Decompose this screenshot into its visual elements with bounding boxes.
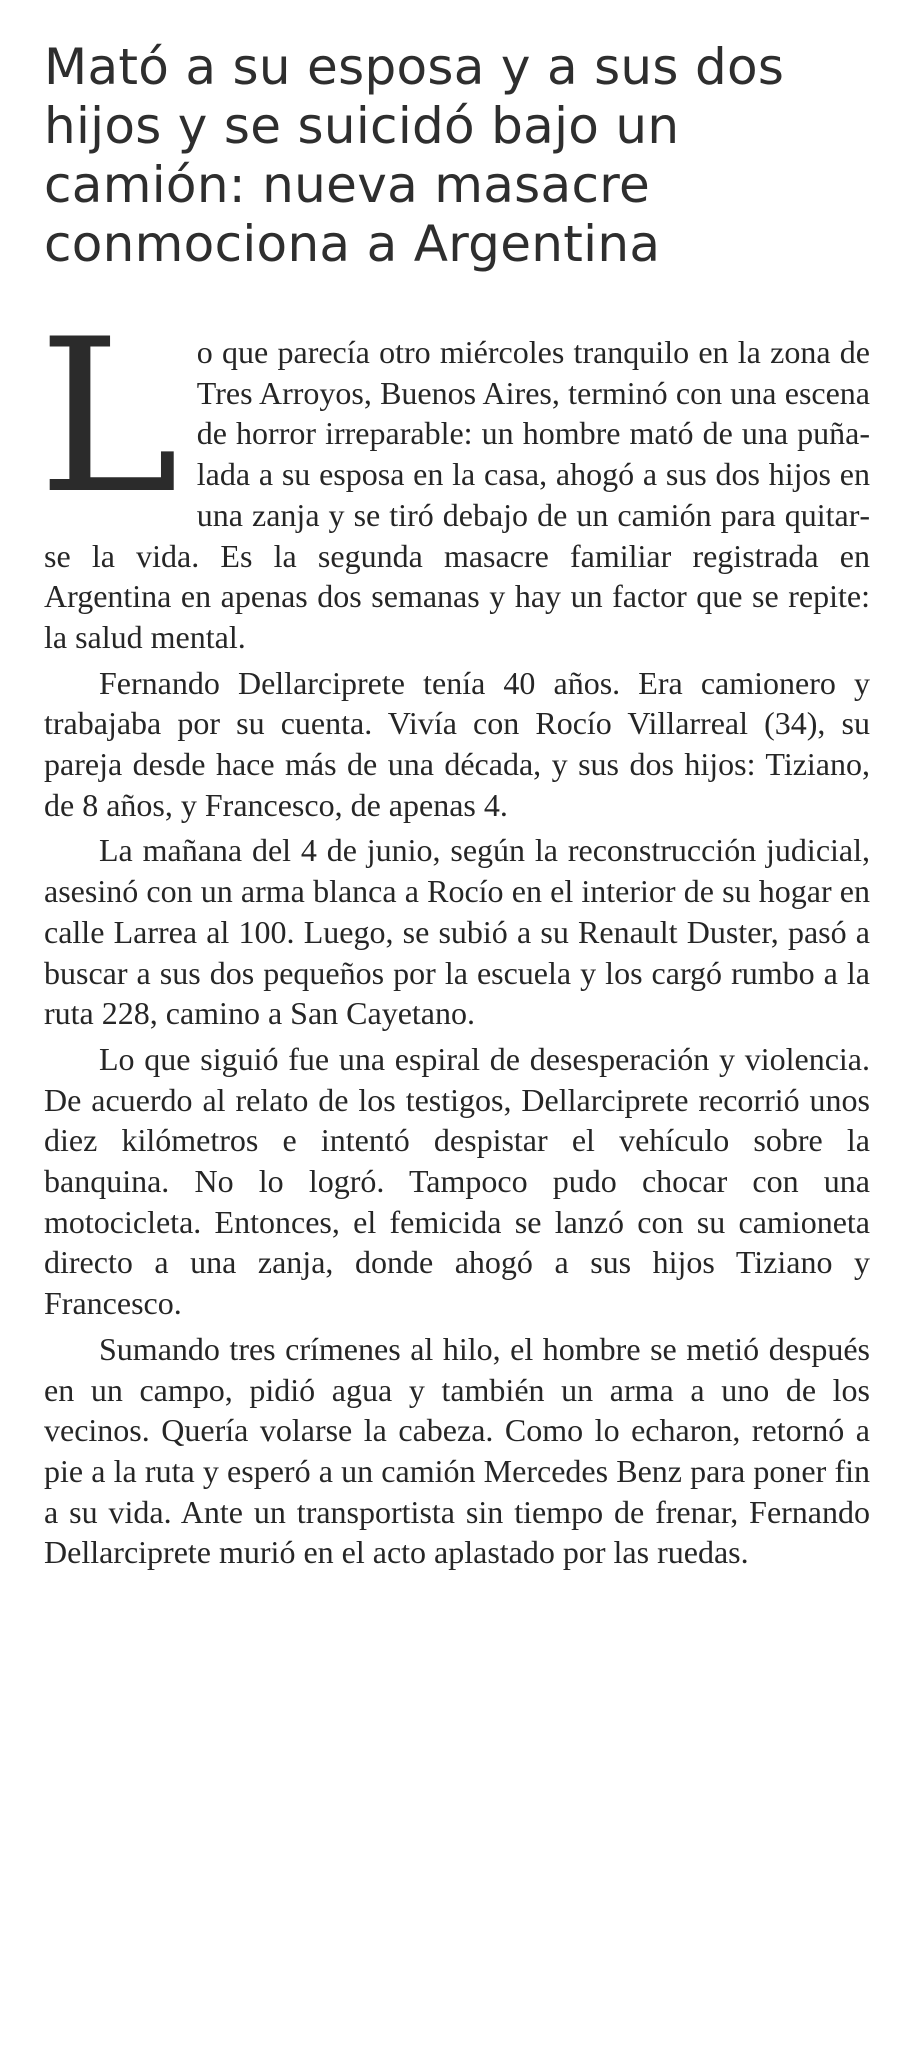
article-paragraph: Fernando Dellarciprete tenía 40 años. Era camionero y trabajaba por su cuenta. Vivía con Rocío Villarreal (34), su pareja desde hace más de una década, y sus dos hijos: Tiziano, de 8 años, y Francesco, de apenas 4.	[44, 664, 870, 823]
paragraph-text: o que parecía otro miércoles tranquilo en la zona de Tres Arroyos, Buenos Aires, terminó con una escena de horror irreparable: un hombre mató de una puñalada a su esposa en la casa, ahogó a sus dos hijos en una zanja y se tiró debajo de un camión para quitarse la vida. Es la segunda masacre familiar registrada en Argentina en apenas dos semanas y hay un factor que se repite: la salud mental.	[44, 334, 870, 655]
article-paragraph: La mañana del 4 de junio, según la reconstrucción judicial, asesinó con un arma blanca a Rocío en el interior de su hogar en calle Larrea al 100. Luego, se subió a su Renault Duster, pasó a buscar a sus dos pequeños por la escuela y los cargó rumbo a la ruta 228, camino a San Cayetano.	[44, 832, 870, 1032]
drop-cap: L	[38, 293, 179, 540]
article-body	[38, 293, 870, 1573]
article-paragraph: Lo que siguió fue una espiral de desesperación y violencia. De acuerdo al relato de los testigos, Dellarciprete recorrió unos diez kilómetros e intentó despistar el vehículo sobre la banquina. No lo logró. Tampoco pudo chocar con una motocicleta. Entonces, el femicida se lanzó con su camioneta directo a una zanja, donde ahogó a sus hijos Tiziano y Francesco.	[44, 1040, 870, 1322]
article-headline: Mató a su esposa y a sus dos hijos y se suicidó bajo un camión: nueva masacre conmociona a Argentina	[44, 38, 785, 273]
article-paragraph: Sumando tres crímenes al hilo, el hombre se metió después en un campo, pidió agua y también un arma a uno de los vecinos. Quería volarse la cabeza. Como lo echaron, retornó a pie a la ruta y esperó a un camión Mercedes Benz para poner fin a su vida. Ante un transportista sin tiempo de frenar, Fernando Dellarciprete murió en el acto aplastado por las ruedas.	[44, 1330, 870, 1571]
article-paragraph	[38, 293, 870, 658]
